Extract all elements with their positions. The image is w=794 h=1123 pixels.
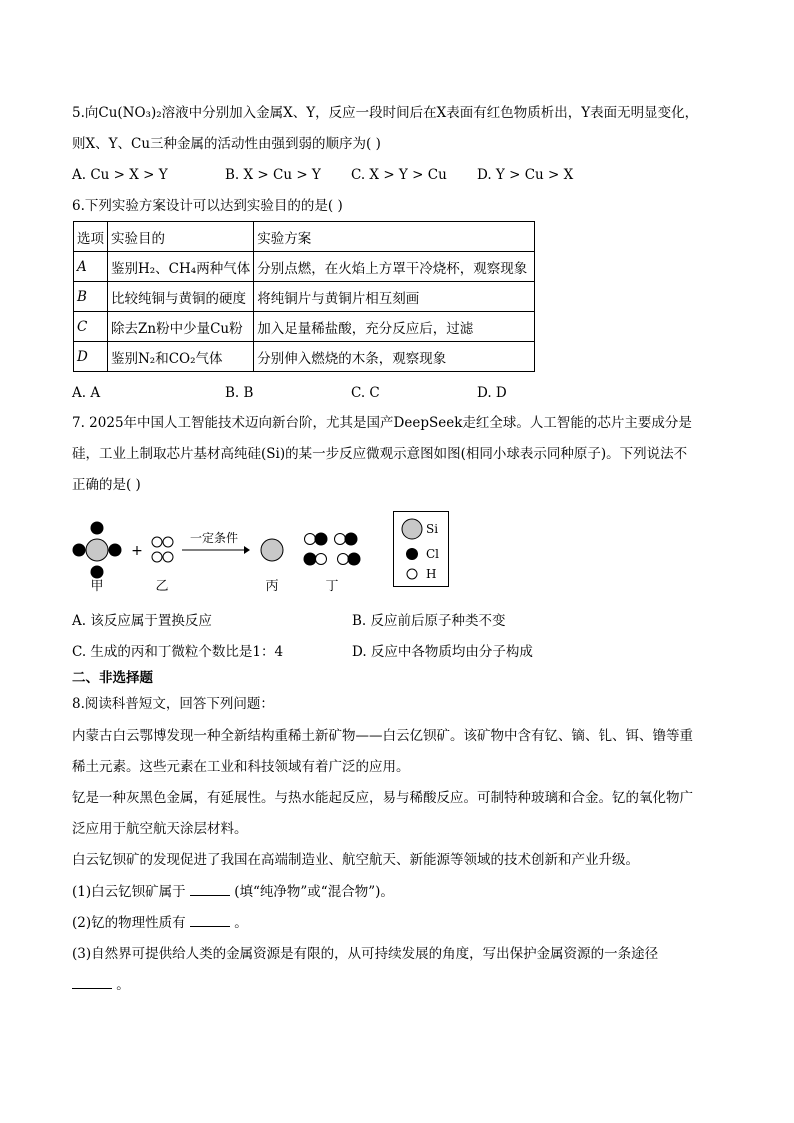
q5-option-b: B. X > Cu > Y — [225, 167, 321, 183]
table-row — [74, 252, 535, 282]
q7-stem-line2: 硅，工业上制取芯片基材高纯硅(Si)的某一步反应微观示意图如图(相同小球表示同种原子)。下列说法不 — [72, 446, 688, 462]
q8-sub3: (3)自然界可提供给人类的金属资源是有限的，从可持续发展的角度，写出保护金属资源的一条途径 — [72, 946, 659, 962]
q7-option-b: B. 反应前后原子种类不变 — [352, 613, 506, 629]
h-atom — [152, 552, 162, 562]
q8-paragraph2-line1: 钇是一种灰黑色金属，有延展性。与热水能起反应，易与稀酸反应。可制特种玻璃和合金。钇的氧化物广 — [72, 790, 693, 806]
q8-paragraph3: 白云钇钡矿的发现促进了我国在高端制造业、航空航天、新能源等领域的技术创新和产业升级。 — [72, 852, 639, 868]
h-atom — [316, 554, 327, 565]
table-cell: 加入足量稀盐酸，充分反应后，过滤 — [254, 312, 535, 342]
q7-options-row2 — [72, 643, 533, 661]
cl-atom — [91, 566, 104, 579]
table-cell: C — [74, 312, 108, 342]
q5-stem-line2: 则X、Y、Cu三种金属的活动性由强到弱的顺序为( ) — [72, 136, 381, 152]
h-atom — [163, 537, 173, 547]
table-cell: 分别点燃，在火焰上方罩干冷烧杯，观察现象 — [254, 252, 535, 282]
table-cell: B — [74, 282, 108, 312]
q6-option-d: D. D — [477, 385, 507, 401]
si-atom — [86, 539, 108, 561]
table-cell: 除去Zn粉中少量Cu粉 — [108, 312, 254, 342]
label-ding: 丁 — [325, 579, 339, 594]
q8-sub1-text: (1)白云钇钡矿属于 — [72, 884, 186, 900]
table-row — [74, 312, 535, 342]
h-atom — [338, 554, 349, 565]
q7-option-a: A. 该反应属于置换反应 — [72, 613, 212, 629]
si-legend-icon — [402, 519, 422, 539]
q7-option-c: C. 生成的丙和丁微粒个数比是1：4 — [72, 644, 284, 660]
plus-sign: + — [131, 543, 143, 559]
atom-legend — [393, 511, 449, 587]
table-cell: 比较纯铜与黄铜的硬度 — [108, 282, 254, 312]
table-cell: 鉴别H₂、CH₄两种气体 — [108, 252, 254, 282]
answer-blank[interactable] — [190, 914, 230, 927]
table-cell: 分别伸入燃烧的木条，观察现象 — [254, 342, 535, 372]
h-atom — [152, 537, 162, 547]
h-legend-icon — [407, 569, 417, 579]
q8-sub2 — [72, 914, 248, 932]
molecule-jia — [73, 522, 122, 579]
cl-atom — [73, 544, 86, 557]
q8-stem: 8.阅读科普短文，回答下列问题： — [72, 696, 274, 712]
q5-option-d: D. Y > Cu > X — [477, 167, 574, 183]
label-jia: 甲 — [90, 579, 104, 594]
q5-option-c: C. X > Y > Cu — [351, 167, 447, 183]
header-cell: 实验目的 — [108, 222, 254, 252]
cl-atom — [345, 533, 358, 546]
table-cell: A — [74, 252, 108, 282]
molecule-yi — [152, 537, 173, 562]
h-atom — [305, 534, 316, 545]
q6-stem: 6.下列实验方案设计可以达到实验目的的是( ) — [72, 198, 343, 214]
q8-sub2-end: 。 — [234, 915, 248, 931]
q8-sub1 — [72, 883, 394, 901]
q8-paragraph1-line2: 稀土元素。这些元素在工业和科技领域有着广泛的应用。 — [72, 759, 410, 775]
q7-stem-line1: 7. 2025年中国人工智能技术迈向新台阶，尤其是国产DeepSeek走红全球。人工智能的芯片主要成分是 — [72, 415, 692, 431]
q7-option-d: D. 反应中各物质均由分子构成 — [352, 644, 533, 660]
q6-option-c: C. C — [351, 385, 380, 401]
q6-options — [72, 384, 507, 402]
h-atom — [335, 534, 346, 545]
table-cell: 鉴别N₂和CO₂气体 — [108, 342, 254, 372]
h-atom — [163, 552, 173, 562]
cl-atom — [91, 522, 104, 535]
table-row — [74, 342, 535, 372]
table-cell: 将纯铜片与黄铜片相互刻画 — [254, 282, 535, 312]
legend-si: Si — [426, 522, 439, 536]
legend-h: H — [426, 567, 437, 581]
reaction-condition: 一定条件 — [189, 531, 239, 545]
cl-atom — [109, 544, 122, 557]
q8-sub2-text: (2)钇的物理性质有 — [72, 915, 186, 931]
q8-sub3-end: 。 — [116, 977, 130, 993]
answer-blank[interactable] — [72, 976, 112, 989]
cl-atom — [315, 533, 328, 546]
header-cell: 选项 — [74, 222, 108, 252]
label-yi: 乙 — [155, 579, 169, 594]
q5-stem-line1: 5.向Cu(NO₃)₂溶液中分别加入金属X、Y，反应一段时间后在X表面有红色物质析出，Y表面无明显变化， — [72, 105, 699, 121]
q6-option-b: B. B — [225, 385, 254, 401]
table-cell: D — [74, 342, 108, 372]
q6-table — [73, 221, 535, 372]
q6-option-a: A. A — [72, 385, 101, 401]
legend-cl: Cl — [426, 547, 440, 561]
table-header-row — [74, 222, 535, 252]
molecule-ding — [304, 533, 361, 566]
q8-sub3-answer-line — [72, 976, 130, 994]
answer-blank[interactable] — [190, 883, 230, 896]
q5-options — [72, 166, 573, 184]
table-row — [74, 282, 535, 312]
q8-paragraph1-line1: 内蒙古白云鄂博发现一种全新结构重稀土新矿物——白云亿钡矿。该矿物中含有钇、镝、钆、铒、镥等重 — [72, 728, 693, 744]
q7-options-row1 — [72, 612, 506, 630]
section-heading: 二、非选择题 — [72, 670, 153, 686]
cl-atom — [348, 553, 361, 566]
q8-sub1-hint: (填“纯净物”或“混合物”)。 — [234, 884, 394, 900]
arrow-head-icon — [244, 546, 250, 554]
cl-atom — [304, 553, 317, 566]
q8-paragraph2-line2: 泛应用于航空航天涂层材料。 — [72, 821, 248, 837]
label-bing: 丙 — [265, 579, 279, 594]
molecule-bing-si — [261, 539, 283, 561]
q5-option-a: A. Cu > X > Y — [72, 167, 168, 183]
header-cell: 实验方案 — [254, 222, 535, 252]
cl-legend-icon — [406, 548, 418, 560]
q7-stem-line3: 正确的是( ) — [72, 477, 141, 493]
